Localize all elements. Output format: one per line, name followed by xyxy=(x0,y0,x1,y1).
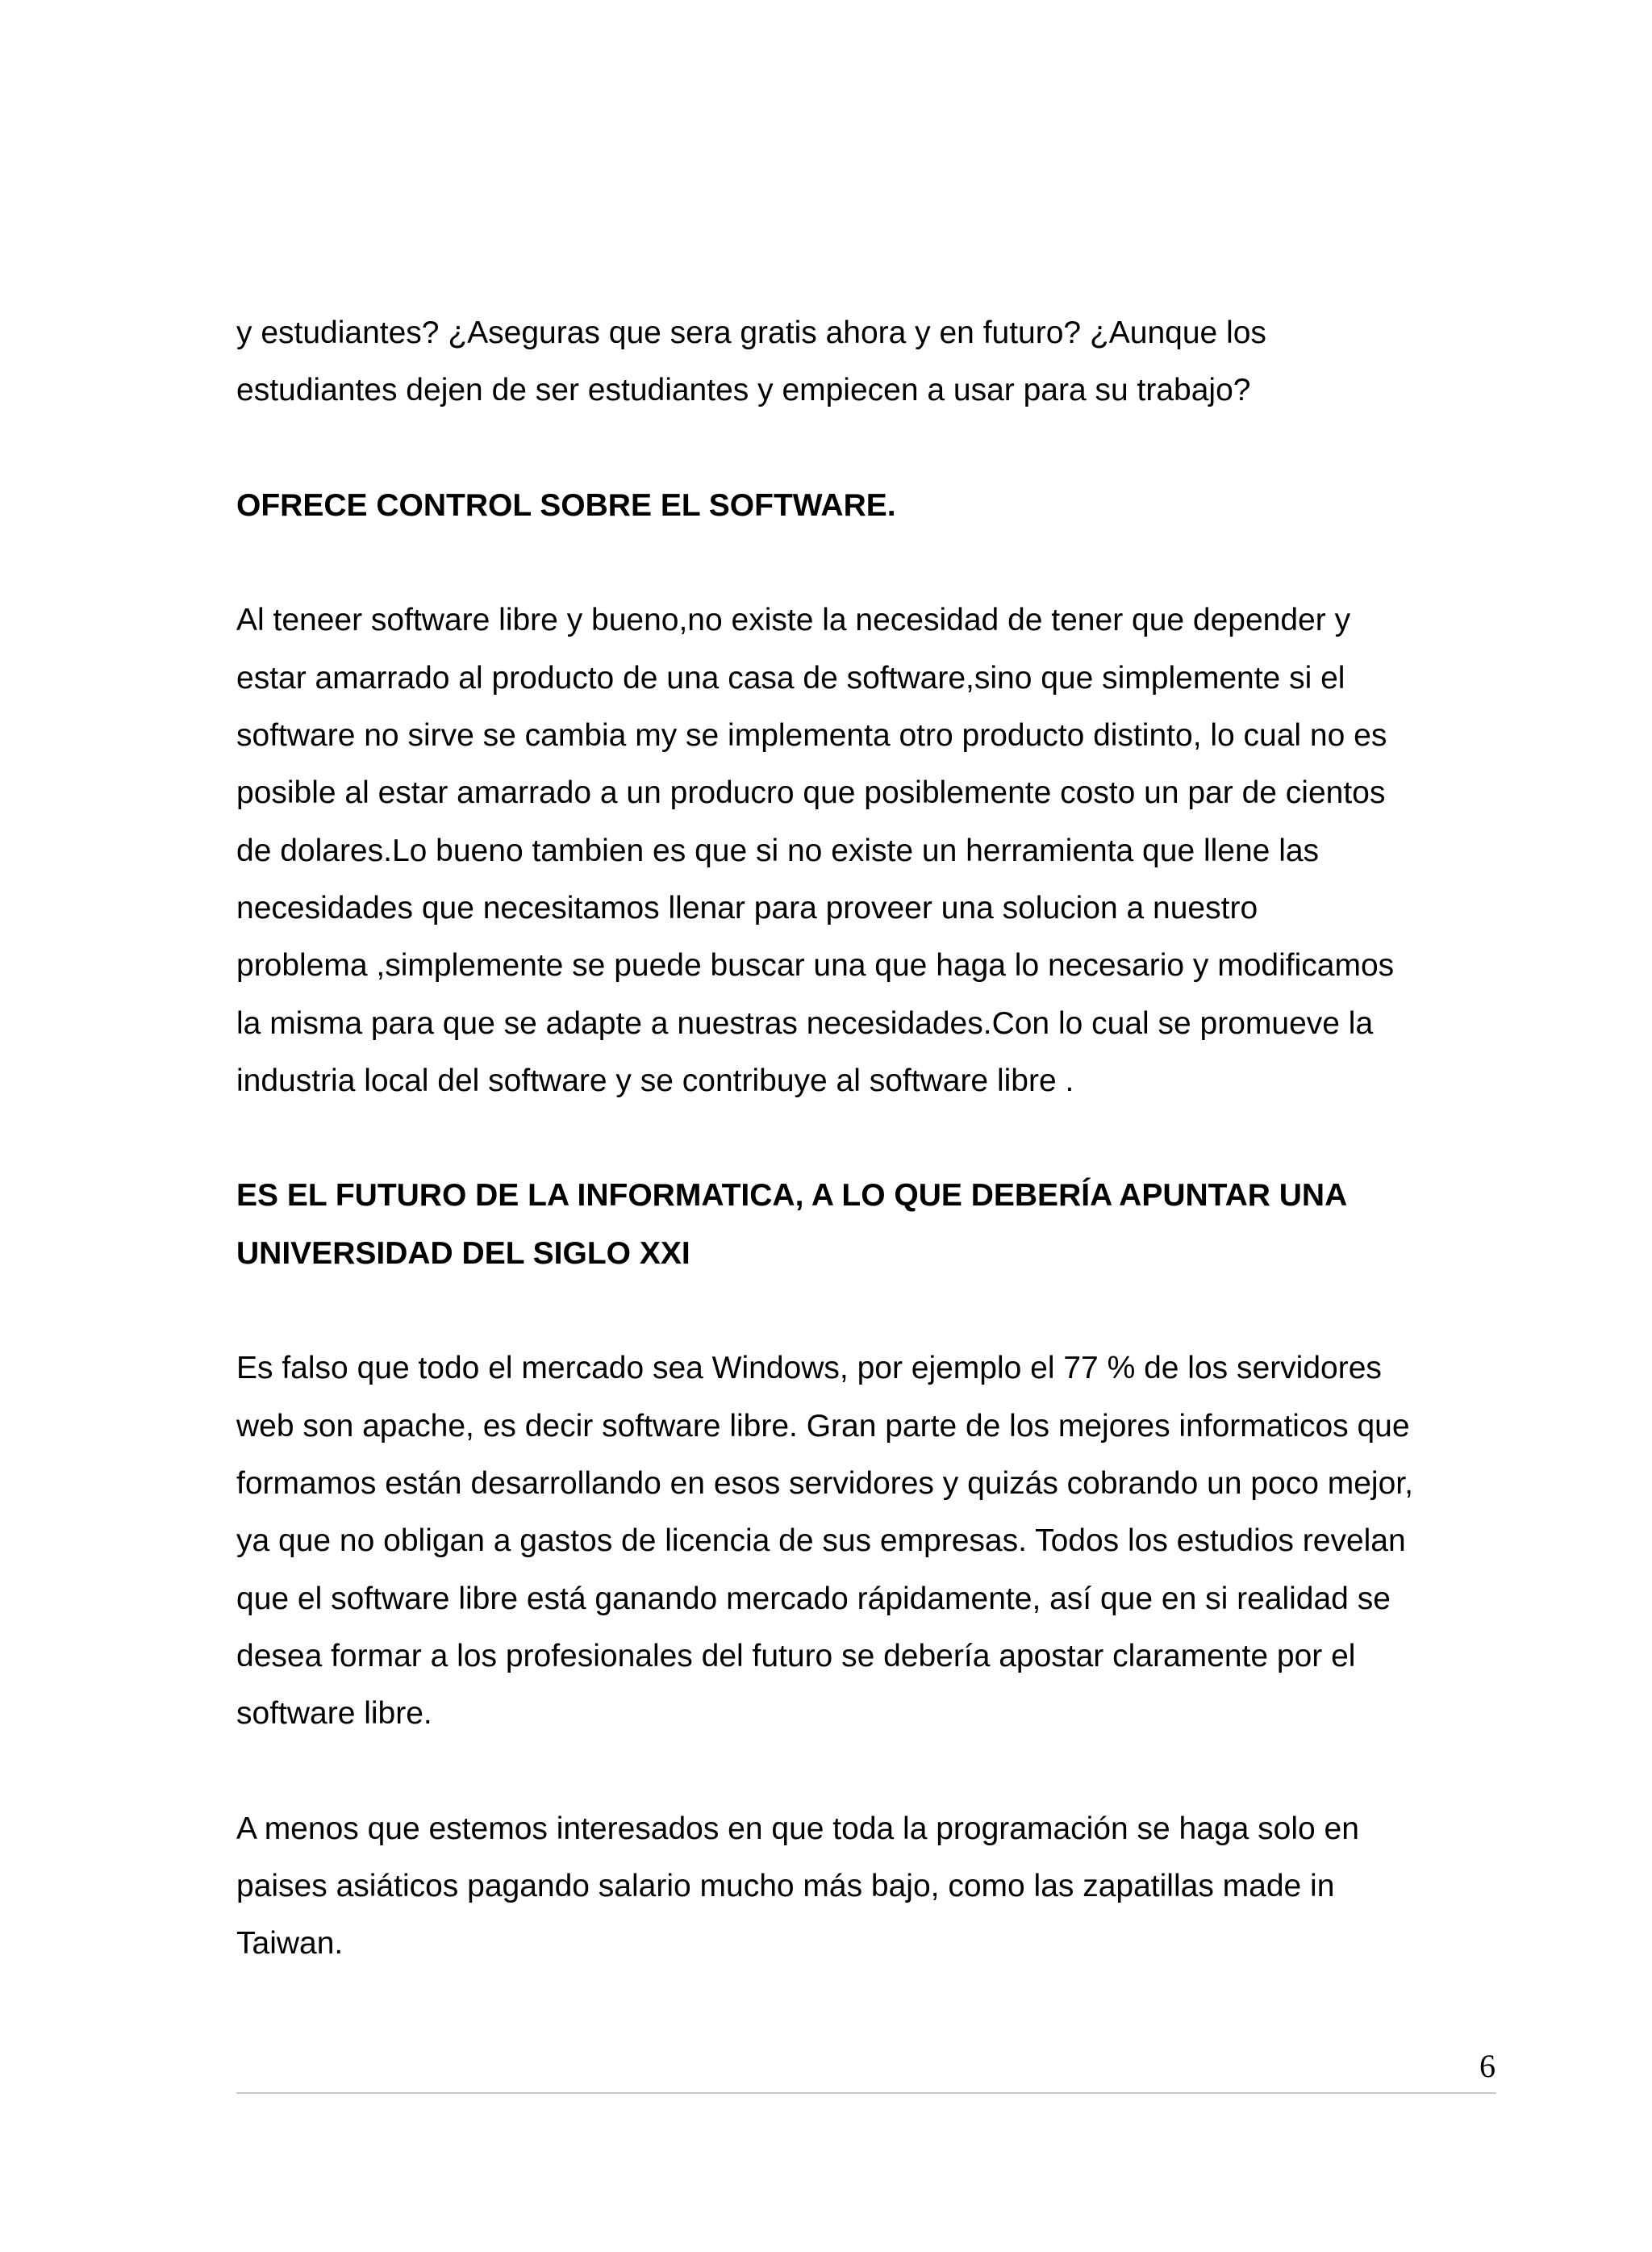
paragraph-intro-continuation: y estudiantes? ¿Aseguras que sera gratis ahora y en futuro? ¿Aunque los estudiantes dejen de ser estudiantes y empiecen a usar para su trabajo? xyxy=(236,315,1266,408)
document-body xyxy=(236,304,1495,1973)
section-heading-control: OFRECE CONTROL SOBRE EL SOFTWARE. xyxy=(236,487,896,523)
paragraph-spacer xyxy=(236,420,1495,477)
paragraph-spacer xyxy=(236,1742,1495,1799)
paragraph-spacer xyxy=(236,1282,1495,1339)
paragraph-spacer xyxy=(236,1109,1495,1167)
paragraph-spacer xyxy=(236,534,1495,591)
page-number: 6 xyxy=(1479,2048,1496,2084)
section-heading-future: ES EL FUTURO DE LA INFORMATICA, A LO QUE DEBERÍA APUNTAR UNA UNIVERSIDAD DEL SIGLO XXI xyxy=(236,1178,1348,1271)
footer-divider xyxy=(236,2092,1496,2094)
paragraph-conclusion: A menos que estemos interesados en que toda la programación se haga solo en paises asiáticos pagando salario mucho más bajo, como las zapatillas made in Taiwan. xyxy=(236,1811,1359,1962)
paragraph-market: Es falso que todo el mercado sea Windows, por ejemplo el 77 % de los servidores web son apache, es decir software libre. Gran parte de los mejores informaticos que formamos están desarrollando en esos servidores y quizás cobrando un poco mejor, ya que no obligan a gastos de licencia de sus empresas. Todos los estudios revelan que el software libre está ganando mercado rápidamente, así que en si realidad se desea formar a los profesionales del futuro se debería apostar claramente por el software libre. xyxy=(236,1351,1413,1732)
paragraph-control: Al teneer software libre y bueno,no existe la necesidad de tener que depender y estar amarrado al producto de una casa de software,sino que simplemente si el software no sirve se cambia my se implementa otro producto distinto, lo cual no es posible al estar amarrado a un producro que posiblemente costo un par de cientos de dolares.Lo bueno tambien es que si no existe un herramienta que llene las necesidades que necesitamos llenar para proveer una solucion a nuestro problema ,simplemente se puede buscar una que haga lo necesario y modificamos la misma para que se adapte a nuestras necesidades.Con lo cual se promueve la industria local del software y se contribuye al software libre . xyxy=(236,603,1395,1098)
